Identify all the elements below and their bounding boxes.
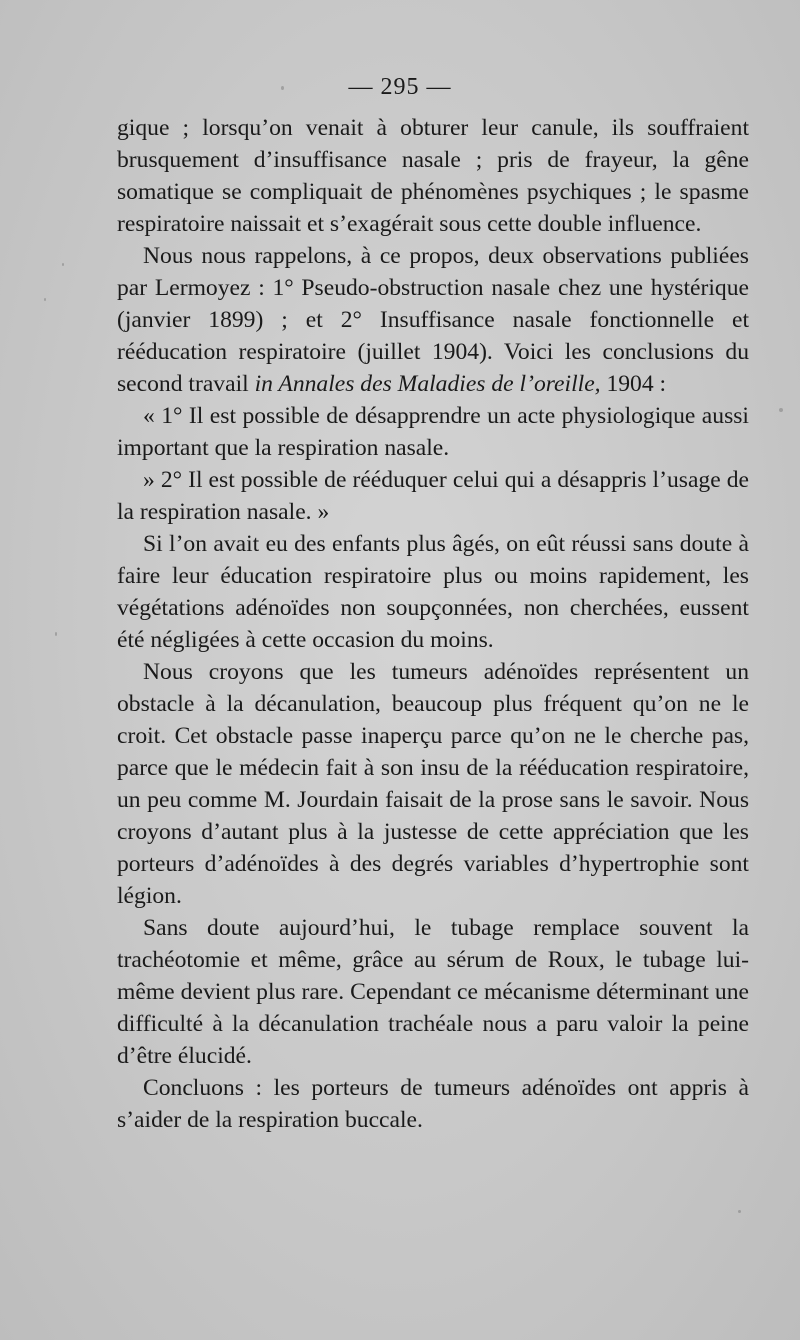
paragraph-5: Sans doute aujourd’hui, le tubage remplace souvent la trachéotomie et même, grâce au sérum de Roux, le tubage lui-même devient plus rare. Cependant ce mécanisme déterminant une difficulté à la décanulation trachéale nous a paru valoir la peine d’être élucidé.: [117, 915, 749, 1069]
text-body: [117, 112, 749, 1136]
paper-speck: [779, 408, 783, 412]
paragraph-2-year: 1904 :: [600, 371, 667, 397]
page-number: — 295 —: [348, 74, 452, 100]
paragraph-2-text: Nous nous rappelons, à ce propos, deux observations publiées par Lermoyez : 1° Pseudo-obstruction nasale chez une hystérique (janvier 1899) ; et 2° Insuffisance nasale fonctionnelle et rééducation respiratoire (juillet 1904). Voici les conclusions du second travail: [117, 243, 749, 397]
paragraph-3: Si l’on avait eu des enfants plus âgés, on eût réussi sans doute à faire leur éducation respiratoire plus ou moins rapidement, les végétations adénoïdes non soupçonnées, non cherchées, eussent été négligées à cette occasion du moins.: [117, 531, 749, 653]
quote-2: » 2° Il est possible de rééduquer celui qui a désappris l’usage de la respiration nasale. »: [117, 467, 749, 525]
paper-speck: [281, 86, 284, 90]
paper-speck: [62, 263, 64, 266]
paragraph-1: gique ; lorsqu’on venait à obturer leur canule, ils souffraient brusquement d’insuffisance nasale ; pris de frayeur, la gêne somatique se compliquait de phénomènes psychiques ; le spasme respiratoire naissait et s’exagérait sous cette double influence.: [117, 115, 749, 237]
paper-speck: [44, 298, 46, 301]
paper-speck: [738, 1210, 741, 1213]
paragraph-4: Nous croyons que les tumeurs adénoïdes représentent un obstacle à la décanulation, beaucoup plus fréquent qu’on ne le croit. Cet obstacle passe inaperçu parce qu’on ne le cherche pas, parce que le médecin fait à son insu de la rééducation respiratoire, un peu comme M. Jourdain faisait de la prose sans le savoir. Nous croyons d’autant plus à la justesse de cette appréciation que les porteurs d’adénoïdes à des degrés variables d’hypertrophie sont légion.: [117, 659, 749, 909]
paragraph-2: [117, 240, 749, 400]
paragraph-6: Concluons : les porteurs de tumeurs adénoïdes ont appris à s’aider de la respiration buccale.: [117, 1075, 749, 1133]
journal-title: in Annales des Maladies de l’oreille,: [254, 371, 601, 397]
paper-speck: [55, 632, 57, 636]
quote-1: « 1° Il est possible de désapprendre un acte physiologique aussi important que la respiration nasale.: [117, 403, 749, 461]
